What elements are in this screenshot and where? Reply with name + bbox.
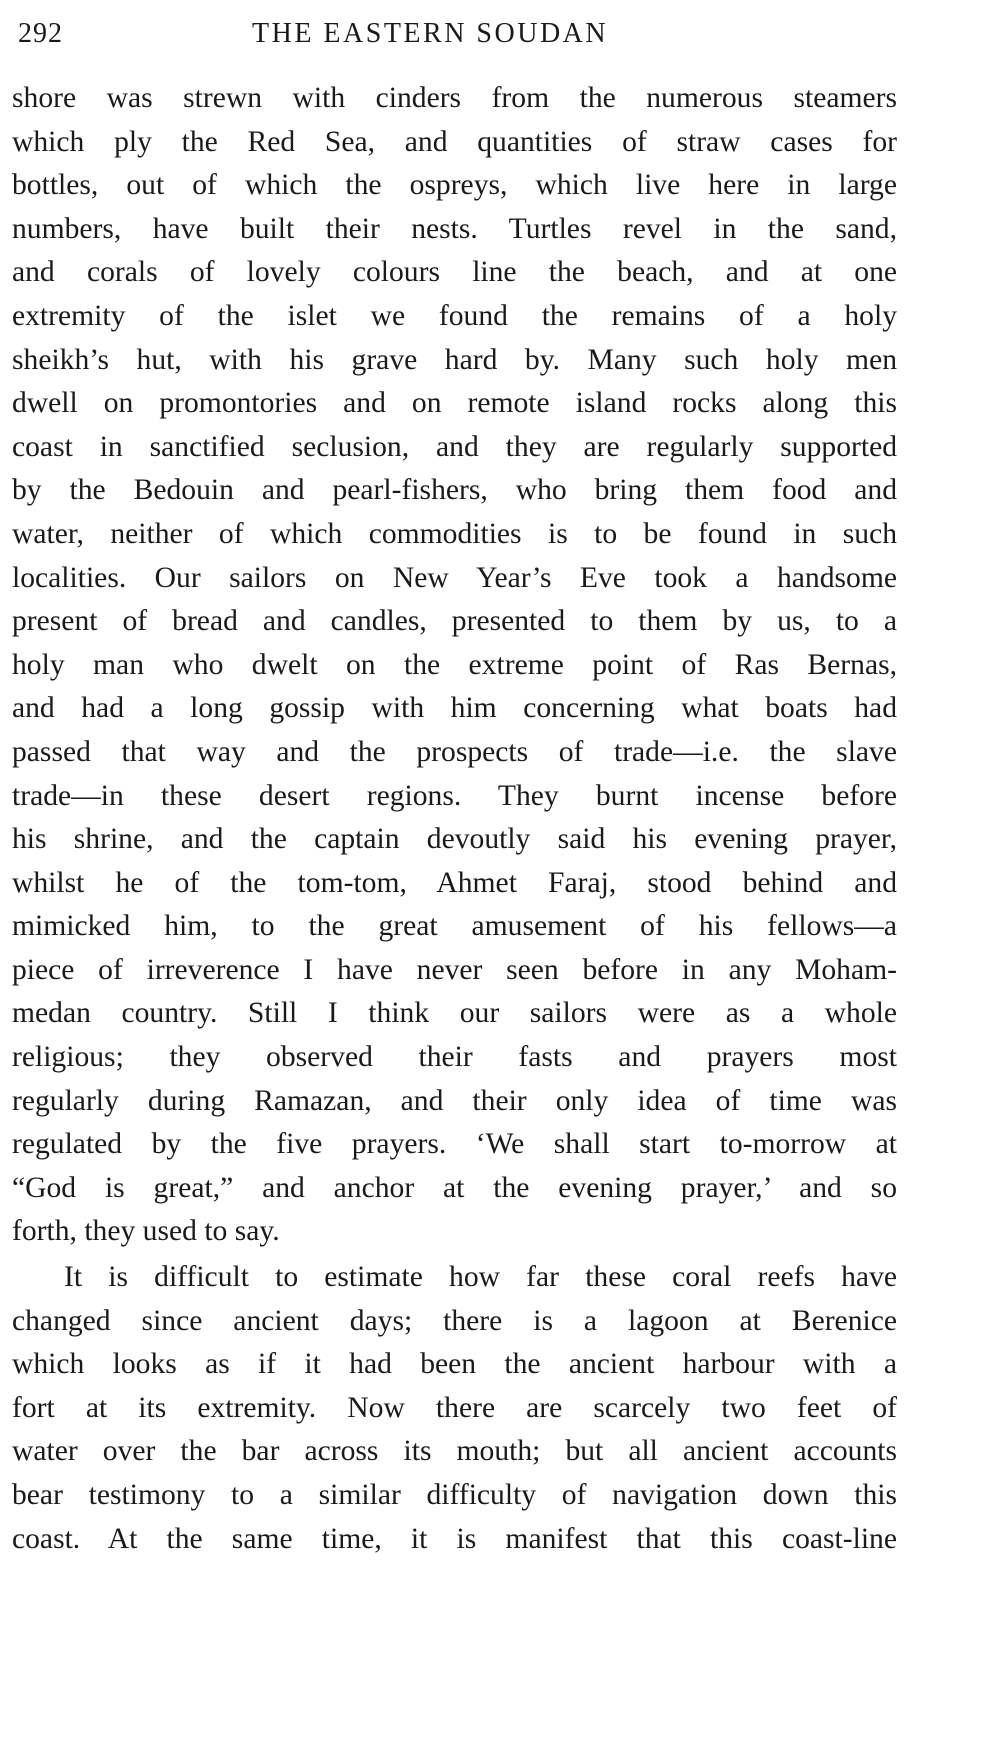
text-line: bear testimony to a similar difficulty of navigation down this — [12, 1479, 897, 1511]
text-line: mimicked him, to the great amusement of his fellows—a — [12, 910, 897, 943]
text-line: water, neither of which commodities is to be found in such — [12, 517, 897, 550]
text-line: which looks as if it had been the ancient harbour with a — [12, 1348, 897, 1381]
text-line: whilst he of the tom-tom, Ahmet Faraj, stood behind and — [12, 866, 897, 899]
text-line: passed that way and the prospects of trade—i.e. the slave — [12, 735, 897, 768]
text-line: his shrine, and the captain devoutly said his evening prayer, — [12, 823, 897, 856]
text-line: dwell on promontories and on remote island rocks along this — [12, 387, 897, 420]
text-line: holy man who dwelt on the extreme point of Ras Bernas, — [12, 648, 897, 681]
text-line: regularly during Ramazan, and their only idea of time was — [12, 1084, 897, 1117]
text-line: by the Bedouin and pearl-fishers, who bring them food and — [12, 474, 897, 507]
paragraph — [12, 77, 897, 1254]
text-line: shore was strewn with cinders from the numerous steamers — [12, 82, 897, 114]
text-line: localities. Our sailors on New Year’s Eve took a handsome — [12, 561, 897, 594]
text-line: bottles, out of which the ospreys, which live here in large — [12, 169, 897, 202]
text-line: piece of irreverence I have never seen before in any Moham- — [12, 953, 897, 986]
text-line: changed since ancient days; there is a lagoon at Berenice — [12, 1304, 897, 1337]
text-line: fort at its extremity. Now there are scarcely two feet of — [12, 1391, 897, 1424]
text-line: medan country. Still I think our sailors were as a whole — [12, 997, 897, 1030]
text-line: religious; they observed their fasts and prayers most — [12, 1041, 897, 1074]
page-number: 292 — [18, 18, 63, 49]
paragraph — [12, 1256, 897, 1561]
text-line: It is difficult to estimate how far these coral reefs have — [64, 1261, 897, 1294]
body-text — [12, 77, 897, 1561]
text-line: regulated by the five prayers. ‘We shall start to-morrow at — [12, 1128, 897, 1161]
text-line: numbers, have built their nests. Turtles revel in the sand, — [12, 212, 897, 245]
text-line: water over the bar across its mouth; but all ancient accounts — [12, 1435, 897, 1468]
text-line: and had a long gossip with him concerning what boats had — [12, 692, 897, 725]
text-line: “God is great,” and anchor at the evening prayer,’ and so — [12, 1171, 897, 1204]
text-line: present of bread and candles, presented to them by us, to a — [12, 605, 897, 638]
text-line: forth, they used to say. — [12, 1215, 280, 1248]
text-line: sheikh’s hut, with his grave hard by. Many such holy men — [12, 343, 897, 376]
text-line: and corals of lovely colours line the beach, and at one — [12, 256, 897, 289]
text-line: coast in sanctified seclusion, and they are regularly supported — [12, 430, 897, 463]
text-line: extremity of the islet we found the remains of a holy — [12, 299, 897, 332]
running-title: THE EASTERN SOUDAN — [252, 18, 609, 49]
text-line: coast. At the same time, it is manifest that this coast-line — [12, 1522, 897, 1555]
text-line: trade—in these desert regions. They burnt incense before — [12, 779, 897, 812]
text-line: which ply the Red Sea, and quantities of straw cases for — [12, 125, 897, 158]
page-header — [12, 14, 897, 54]
